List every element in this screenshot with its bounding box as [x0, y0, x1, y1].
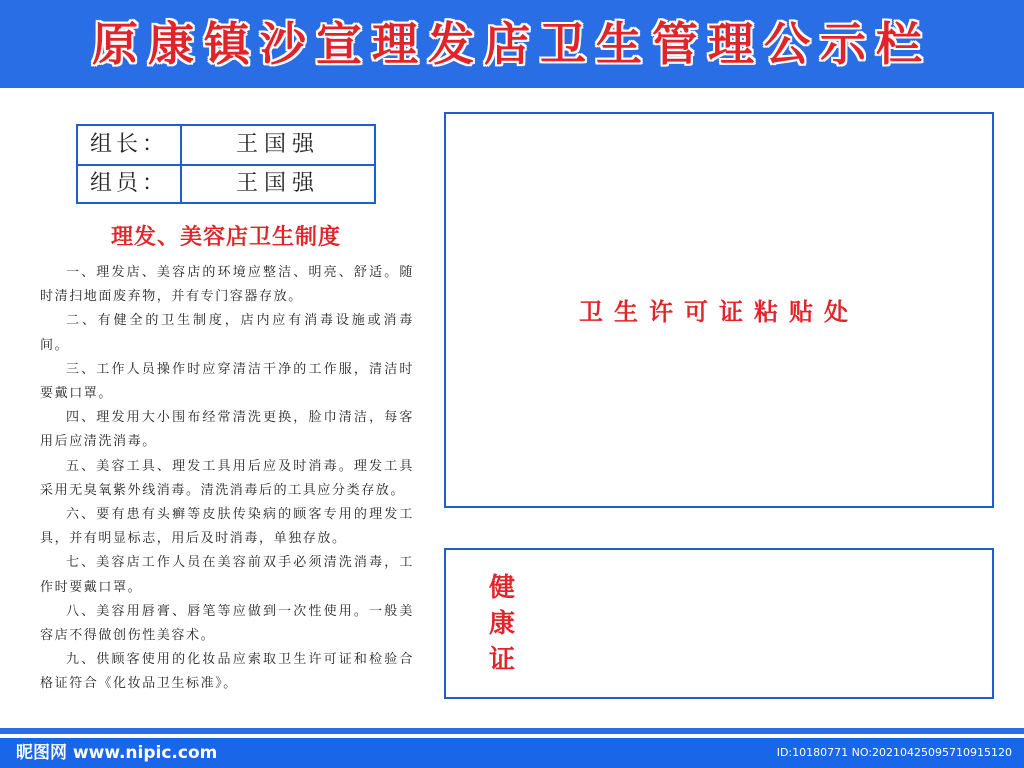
page-title: 原康镇沙宣理发店卫生管理公示栏 — [92, 17, 932, 71]
team-row-member — [78, 165, 374, 203]
team-value-member: 王国强 — [235, 171, 320, 196]
rule-item: 一、理发店、美容店的环境应整洁、明亮、舒适。随时清扫地面废弃物，并有专门容器存放。 — [40, 265, 414, 305]
rule-item: 五、美容工具、理发工具用后应及时消毒。理发工具采用无臭氧紫外线消毒。清洗消毒后的工具应分类存放。 — [40, 458, 414, 498]
rule-item: 四、理发用大小围布经常清洗更换，脸巾清洁，每客用后应清洗消毒。 — [40, 410, 414, 450]
rule-item: 二、有健全的卫生制度，店内应有消毒设施或消毒间。 — [40, 313, 414, 353]
team-label-leader: 组长： — [78, 126, 182, 164]
rule-item: 六、要有患有头癣等皮肤传染病的顾客专用的理发工具，并有明显标志，用后及时消毒，单独存放。 — [40, 507, 414, 547]
health-label: 健康证 — [488, 573, 515, 675]
team-label-member: 组员： — [78, 165, 182, 203]
watermark-site: 昵图网 www.nipic.com — [16, 743, 218, 763]
footer-divider — [0, 728, 1024, 734]
rules-list — [40, 261, 414, 697]
permit-paste-area — [444, 112, 994, 508]
rules-title: 理发、美容店卫生制度 — [110, 225, 341, 250]
health-certificate-area — [444, 548, 994, 699]
rule-item: 三、工作人员操作时应穿清洁干净的工作服，清洁时要戴口罩。 — [40, 361, 414, 402]
permit-label: 卫生许可证粘贴处 — [579, 297, 859, 326]
rule-item: 九、供顾客使用的化妆品应索取卫生许可证和检验合格证符合《化妆品卫生标准》。 — [40, 652, 414, 692]
rule-item: 八、美容用唇膏、唇笔等应做到一次性使用。一般美容店不得做创伤性美容术。 — [40, 603, 414, 644]
team-value-leader: 王国强 — [235, 132, 320, 157]
team-row-leader — [78, 126, 374, 166]
watermark-id: ID:10180771 NO:20210425095710915120 — [776, 746, 1012, 759]
team-table — [76, 124, 376, 204]
rule-item: 七、美容店工作人员在美容前双手必须清洗消毒，工作时要戴口罩。 — [40, 555, 414, 595]
